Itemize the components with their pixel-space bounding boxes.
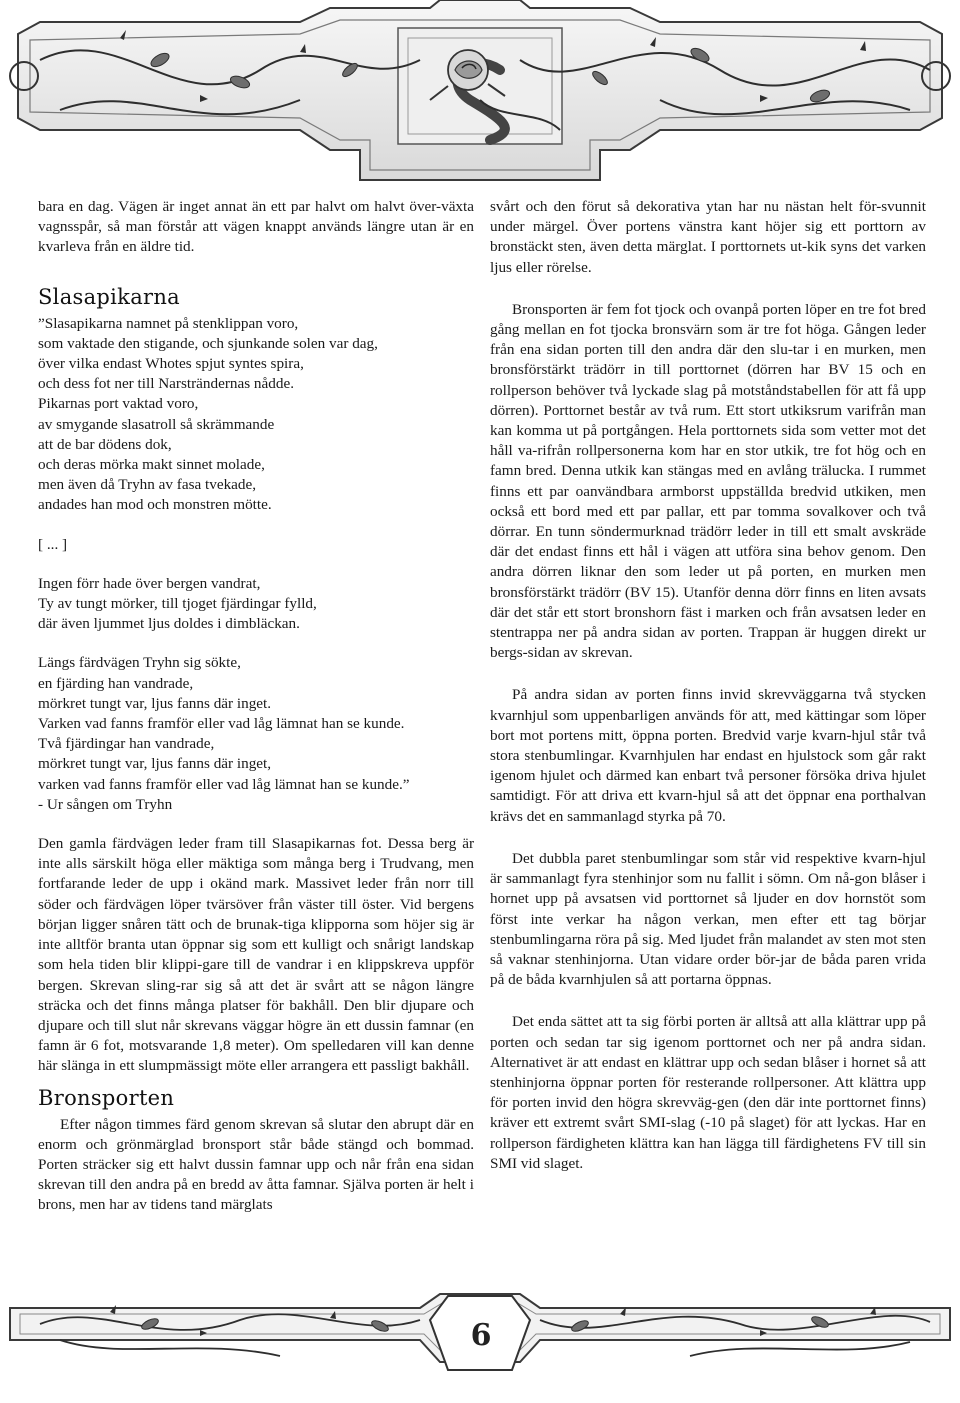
heading-slasapikarna: Slasapikarna [38,284,181,309]
poem-line: Ingen förr hade över bergen vandrat, [38,574,261,592]
poem-line: mörkret tungt var, ljus fanns där inget. [38,694,272,712]
poem-part-2 [38,574,474,635]
poem-line: Ty av tungt mörker, till tjoget fjärdingar fylld, [38,595,317,613]
right-paragraph-4: Det dubbla paret stenbumlingar som står vid respektive kvarn-hjul är sammanlagt fyra stenhinjor som nu fallit i sömn. Om nå-gon blåser i hornet upp på avsatsen vid porttornet så ljuder en dov hornstöt som först inte verkar ha någon verkan, men efter ett tag börjar stenbumlingarna röra på sig. Med ljudet från malandet av sten mot sten så vaknar stenhinjorna. Utan vidare order bör-jar de båda paren vrida på de båda kvarnhjulen så att portarna öppnas. [490,849,926,989]
poem-line: andades han mod och monstren mötte. [38,496,272,514]
page-number: 6 [470,1318,492,1353]
right-paragraph-5: Det enda sättet att ta sig förbi porten är alltså att alla klättrar upp på porten och sedan tar sig igenom porttornet och ner på andra sidan. Alternativet är att endast en klättrar upp och sedan blåser i hornet så att stenhinjorna öppnar porten för resterande rollpersoner. Att klättra upp för porten invid den högra skrevväg-gen (den där inte porttornet finns) kräver ett extremt svårt SMI-slag (-10 på slaget) för att lyckas. Har en rollperson färdigheten klättra kan han lägga till färdighetens FV till sin SMI vid slaget. [490,1013,926,1172]
poem-attribution: - Ur sången om Tryhn [38,795,173,813]
poem-line: Varken vad fanns framför eller vad låg lämnat han se kunde. [38,715,405,733]
left-column [38,197,474,1216]
right-paragraph-2: Bronsporten är fem fot tjock och ovanpå porten löper en tre fot bred gång mellan en fot tjocka bronsvärn som är tre fot höga. Gången leder från ena sidan porten till den andra där den slu-tar i en murken, men bronsförstärkt trädörr in till porttornet (dörren har BV 15 och en rollperson behöver två lyckade slag på motståndstabellen för att få upp dörren). Porttornet består av två rum. Ett stort utkiksrum varifrån man kan komma ut på portgången. Hela porttornets sida som vetter mot det håll va-rifrån rollpersonerna kom har en stor utkik, tre fot hög och en famn bred. Denna utkik kan stängas med en avlång trälucka. I rummet finns ett par oanvändbara armborst uppställda bredvid utkiken, men också ett bord med ett par pallar, ett par tomma sovalkover och två dörrar. En tunn söndermurknad trädörr leder in till ett smalt avskräde där det endast finns ett hål i vägen att utföra sina behov genom. Den andra dörren liknar den som leder ut på porten, en murken men bronsförstärkt trädörr (BV 15). Utanför denna dörr finns en liten avsats där det står ett stort bronshorn fäst i marken och från avsatsen leder en stentrappa ner på andra sidan av porten. Trappan är huggen direkt ur bergs-sidan av skrevan. [490,300,926,662]
poem-line: ”Slasapikarna namnet på stenklippan voro, [38,314,299,332]
poem-line: som vaktade den stigande, och sjunkande solen var dag, [38,334,378,352]
poem-line: Pikarnas port vaktad voro, [38,395,199,413]
right-column [490,197,926,1174]
top-decorative-frame [0,0,960,190]
poem-line: men även då Tryhn av fasa tvekade, [38,476,257,494]
poem-line: Längs färdvägen Tryhn sig sökte, [38,654,241,672]
poem-line: över vilka endast Whotes spjut syntes spira, [38,355,304,373]
intro-paragraph: bara en dag. Vägen är inget annat än ett par halvt om halvt över-växta vagnsspår, så man förstår att vägen knappt används längre utan är en kvarleva från en äldre tid. [38,198,474,256]
poem-line: och deras mörka makt sinnet molade, [38,456,265,474]
poem-line: att de bar dödens dok, [38,435,172,453]
poem-part-3 [38,653,474,815]
right-paragraph-3: På andra sidan av porten finns invid skrevväggarna två stycken kvarnhjul som uppenbarligen används för att, med kättingar som löper bort mot portens mitt, öppna porten. Bredvid varje kvarn-hjul står två stora stenbumlingar. Kvarnhjulen har endast en hjulstock som går rakt igenom hjulet och därmed kan enbart två personer försöka driva hjulet samtidigt. För att driva ett kvarn-hjul så att det öppnar ena porthalvan krävs det en sammanlagd styrka på 70. [490,686,926,825]
poem-line: där även ljummet ljus doldes i dimbläckan. [38,615,300,633]
poem-line: Två fjärdingar han vandrade, [38,735,215,753]
right-paragraph-1: svårt och den förut så dekorativa ytan har nu nästan helt för-svunnit under märgel. Över portens vänstra kant höjer sig ett porttorn av bronstäckt sten, även detta märglat. I porttornets ut-kik syns det varken ljus eller rörelse. [490,198,926,276]
poem-part-1 [38,314,474,516]
poem-line: och dess fot ner till Narsträndernas nådde. [38,375,294,393]
poem-line: av smygande slasatroll så skrämmande [38,415,275,433]
slasapikarna-paragraph: Den gamla färdvägen leder fram till Slasapikarnas fot. Dessa berg är inte alls särskilt höga eller mäktiga som många berg i Trudvang, men fortfarande leder de upp i okänd mark. Massivet leder från norr till söder och färdvägen löper tvärsöver från väster till öster. Vid bergens början ligger snåren tätt och de brunak-tiga klipporna som höjer sig är inte alltför branta utan öppnar sig som ett kulligt och snårigt landskap som hela tiden blir klippi-gare till de vandrar i en klippskreva uppför bergen. Skrevan sling-rar sig så att det är svårt att se någon längre sträcka och det finns många platser för bakhåll. Den blir djupare och djupare och till slut når skrevans väggar högre än ett dussin famnar (en famn är 6 fot, motsvarande 1,8 meter). Om spelledaren vill kan denne här slänga in ett slumpmässigt möte eller arrangera ett passligt bakhåll. [38,835,474,1075]
poem-line: mörkret tungt var, ljus fanns där inget, [38,755,272,773]
poem-ellipsis: [ ... ] [38,535,68,553]
poem-line: en fjärding han vandrade, [38,674,194,692]
bronsporten-paragraph: Efter någon timmes färd genom skrevan så slutar den abrupt där en enorm och grönmärglad bronsport står både stängd och bommad. Porten sträcker sig ett halvt dussin famnar upp och når från ena sidan skrevan till den andra på en bredd av åtta famnar. Själva porten är helt i brons, men har av tidens tand märglats [38,1115,474,1214]
poem-line: varken vad fanns framför eller vad låg lämnat han se kunde.” [38,775,410,793]
heading-bronsporten: Bronsporten [38,1085,175,1110]
